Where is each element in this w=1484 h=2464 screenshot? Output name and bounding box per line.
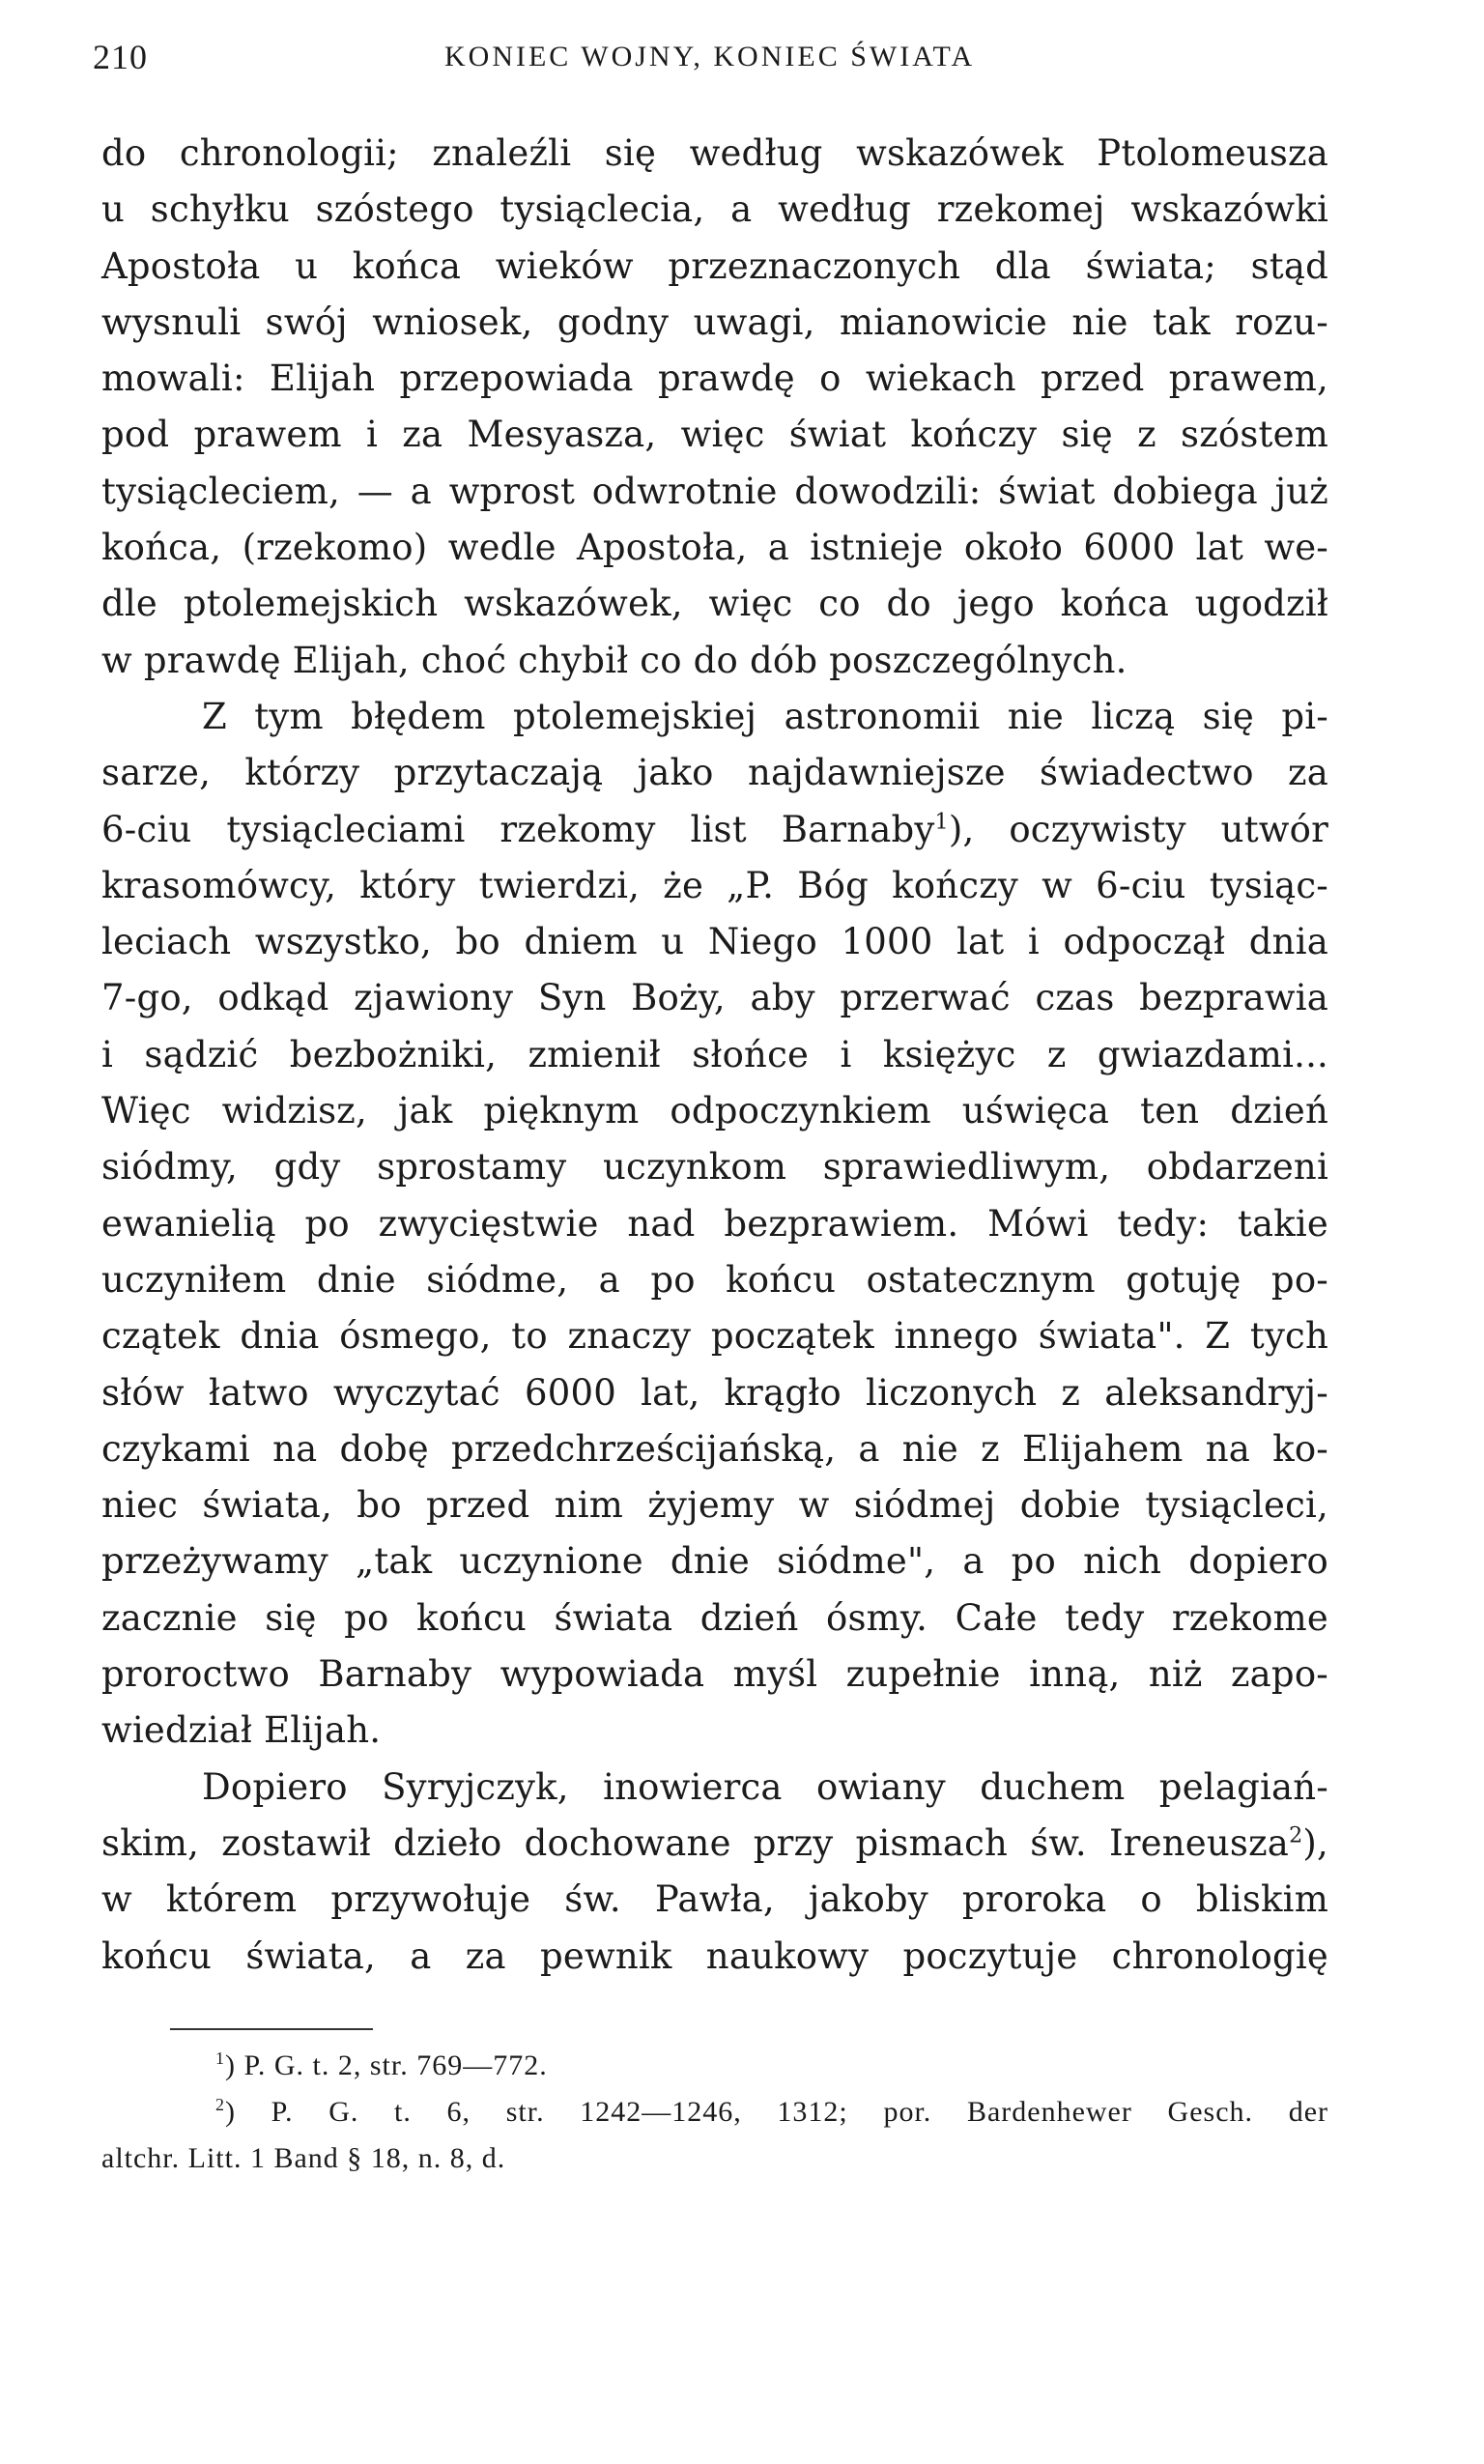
footnote-text: ) P. G. t. 2, str. 769—772. bbox=[225, 2049, 548, 2081]
text-line-with-footnote-ref bbox=[101, 802, 1328, 858]
text-line: zacznie się po końcu świata dzień ósmy. Całe tedy rzekome bbox=[101, 1596, 1328, 1639]
text-line: u schyłku szóstego tysiąclecia, a według rzekomej wskazówki bbox=[101, 188, 1328, 231]
text-line: siódmy, gdy sprostamy uczynkom sprawiedliwym, obdarzeni bbox=[101, 1146, 1328, 1189]
text-line: przeżywamy „tak uczynione dnie siódme", a po nich dopiero bbox=[101, 1540, 1328, 1583]
text-line: wysnuli swój wniosek, godny uwagi, mianowicie nie tak rozu- bbox=[101, 301, 1328, 343]
text-fragment: ), bbox=[1302, 1821, 1328, 1864]
running-title: KONIEC WOJNY, KONIEC ŚWIATA bbox=[444, 41, 976, 72]
text-line: pod prawem i za Mesyasza, więc świat kończy się z szóstem bbox=[101, 414, 1328, 456]
text-line: w prawdę Elijah, choć chybił co do dób poszczególnych. bbox=[101, 639, 1127, 681]
footnote-rule bbox=[170, 2028, 373, 2030]
footnote-ref: 1 bbox=[934, 809, 949, 835]
text-line: słów łatwo wyczytać 6000 lat, krągło liczonych z aleksandryj- bbox=[101, 1371, 1328, 1414]
text-line: końca, (rzekomo) wedle Apostoła, a istnieje około 6000 lat we- bbox=[101, 527, 1328, 569]
text-line: 7-go, odkąd zjawiony Syn Boży, aby przerwać czas bezprawia bbox=[101, 977, 1328, 1019]
text-line: i sądzić bezbożniki, zmienił słońce i księżyc z gwiazdami... bbox=[101, 1033, 1328, 1075]
text-line: proroctwo Barnaby wypowiada myśl zupełnie inną, niż zapo- bbox=[101, 1653, 1328, 1696]
footnote-1 bbox=[101, 2043, 1328, 2089]
text-line: Więc widzisz, jak pięknym odpoczynkiem uświęca ten dzień bbox=[101, 1090, 1328, 1132]
text-fragment: skim, zostawił dzieło dochowane przy pismach św. Ireneusza bbox=[101, 1821, 1290, 1864]
text-line: Dopiero Syryjczyk, inowierca owiany duchem pelagiań- bbox=[202, 1765, 1328, 1808]
text-line: mowali: Elijah przepowiada prawdę o wiekach przed prawem, bbox=[101, 358, 1328, 400]
text-line: niec świata, bo przed nim żyjemy w siódmej dobie tysiącleci, bbox=[101, 1484, 1328, 1527]
footnote-2 bbox=[101, 2089, 1328, 2135]
body-text bbox=[101, 126, 1328, 1985]
text-line: leciach wszystko, bo dniem u Niego 1000 lat i odpoczął dnia bbox=[101, 921, 1328, 963]
footnotes bbox=[101, 2043, 1328, 2182]
text-line: tysiącleciem, — a wprost odwrotnie dowodzili: świat dobiega już bbox=[101, 470, 1328, 512]
text-line: sarze, którzy przytaczają jako najdawniejsze świadectwo za bbox=[101, 752, 1328, 794]
text-line: dle ptolemejskich wskazówek, więc co do jego końca ugodził bbox=[101, 583, 1328, 625]
text-line: ewanielią po zwycięstwie nad bezprawiem. Mówi tedy: takie bbox=[101, 1202, 1328, 1245]
footnote-marker: 2 bbox=[215, 2095, 225, 2114]
footnote-ref: 2 bbox=[1289, 1822, 1303, 1848]
text-line: końcu świata, a za pewnik naukowy poczytuje chronologię bbox=[101, 1934, 1328, 1977]
text-fragment: ), oczywisty utwór bbox=[948, 808, 1329, 850]
text-line-with-footnote-ref bbox=[101, 1816, 1328, 1872]
text-line: uczyniłem dnie siódme, a po końcu ostatecznym gotuję po- bbox=[101, 1258, 1328, 1301]
text-line: krasomówcy, który twierdzi, że „P. Bóg kończy w 6-ciu tysiąc- bbox=[101, 864, 1328, 906]
footnote-2-continuation: altchr. Litt. 1 Band § 18, n. 8, d. bbox=[101, 2142, 506, 2174]
text-line: w którem przywołuje św. Pawła, jakoby proroka o bliskim bbox=[101, 1878, 1328, 1921]
text-line: do chronologii; znaleźli się według wskazówek Ptolomeusza bbox=[101, 132, 1328, 174]
text-line: wiedział Elijah. bbox=[101, 1709, 382, 1752]
text-line: Apostoła u końca wieków przeznaczonych dla świata; stąd bbox=[101, 244, 1328, 287]
text-line: czykami na dobę przedchrześcijańską, a nie z Elijahem na ko- bbox=[101, 1427, 1328, 1470]
footnote-text: ) P. G. t. 6, str. 1242—1246, 1312; por. Bardenhewer Gesch. der bbox=[225, 2096, 1328, 2128]
text-line: czątek dnia ósmego, to znaczy początek innego świata". Z tych bbox=[101, 1315, 1328, 1358]
text-fragment: 6-ciu tysiącleciami rzekomy list Barnaby bbox=[101, 808, 935, 850]
footnote-marker: 1 bbox=[215, 2049, 225, 2068]
text-line: Z tym błędem ptolemejskiej astronomii nie liczą się pi- bbox=[202, 695, 1328, 737]
running-head bbox=[0, 37, 1484, 85]
page-number: 210 bbox=[93, 38, 148, 76]
